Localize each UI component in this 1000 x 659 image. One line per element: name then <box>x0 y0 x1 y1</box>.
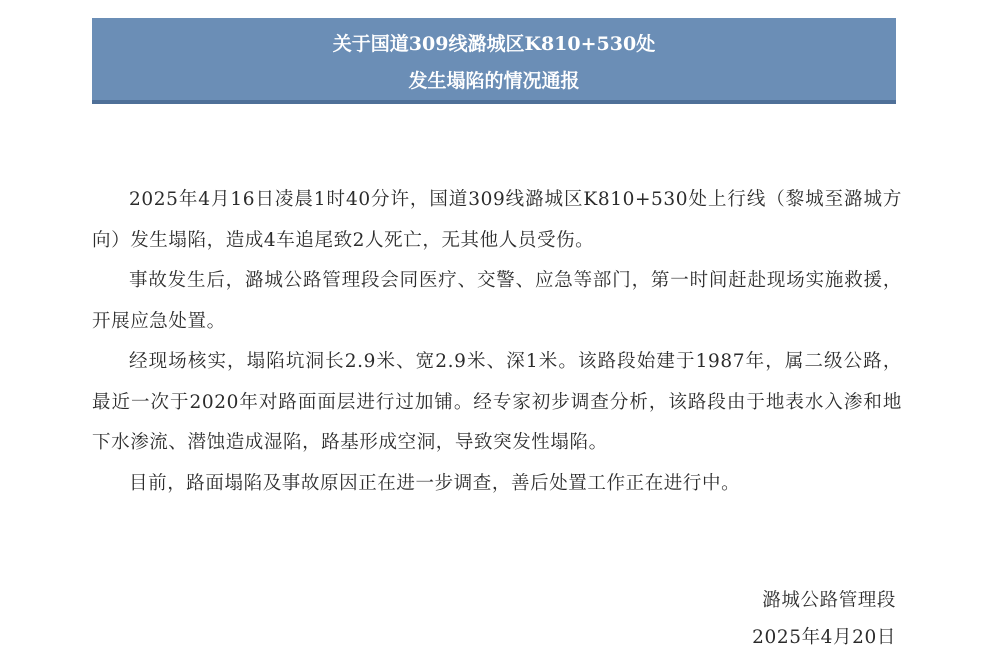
title-line-2: 发生塌陷的情况通报 <box>408 70 580 92</box>
issue-date: 2025年4月20日 <box>752 627 896 648</box>
paragraph-response: 事故发生后，潞城公路管理段会同医疗、交警、应急等部门，第一时间赶赴现场实施救援，开展应急处置。 <box>92 270 902 332</box>
title-banner <box>92 18 896 104</box>
signature-block <box>752 582 896 656</box>
title-line-1: 关于国道309线潞城区K810+530处 <box>332 33 656 55</box>
paragraph-incident: 2025年4月16日凌晨1时40分许，国道309线潞城区K810+530处上行线（黎城至潞城方向）发生塌陷，造成4车追尾致2人死亡，无其他人员受伤。 <box>92 189 902 251</box>
issuing-organization: 潞城公路管理段 <box>762 590 896 611</box>
notice-body <box>92 180 902 504</box>
paragraph-status: 目前，路面塌陷及事故原因正在进一步调查，善后处置工作正在进行中。 <box>129 472 741 494</box>
paragraph-investigation: 经现场核实，塌陷坑洞长2.9米、宽2.9米、深1米。该路段始建于1987年，属二级公路，最近一次于2020年对路面面层进行过加铺。经专家初步调查分析，该路段由于地表水入渗和地下水渗流、潜蚀造成湿陷，路基形成空洞，导致突发性塌陷。 <box>92 351 902 453</box>
